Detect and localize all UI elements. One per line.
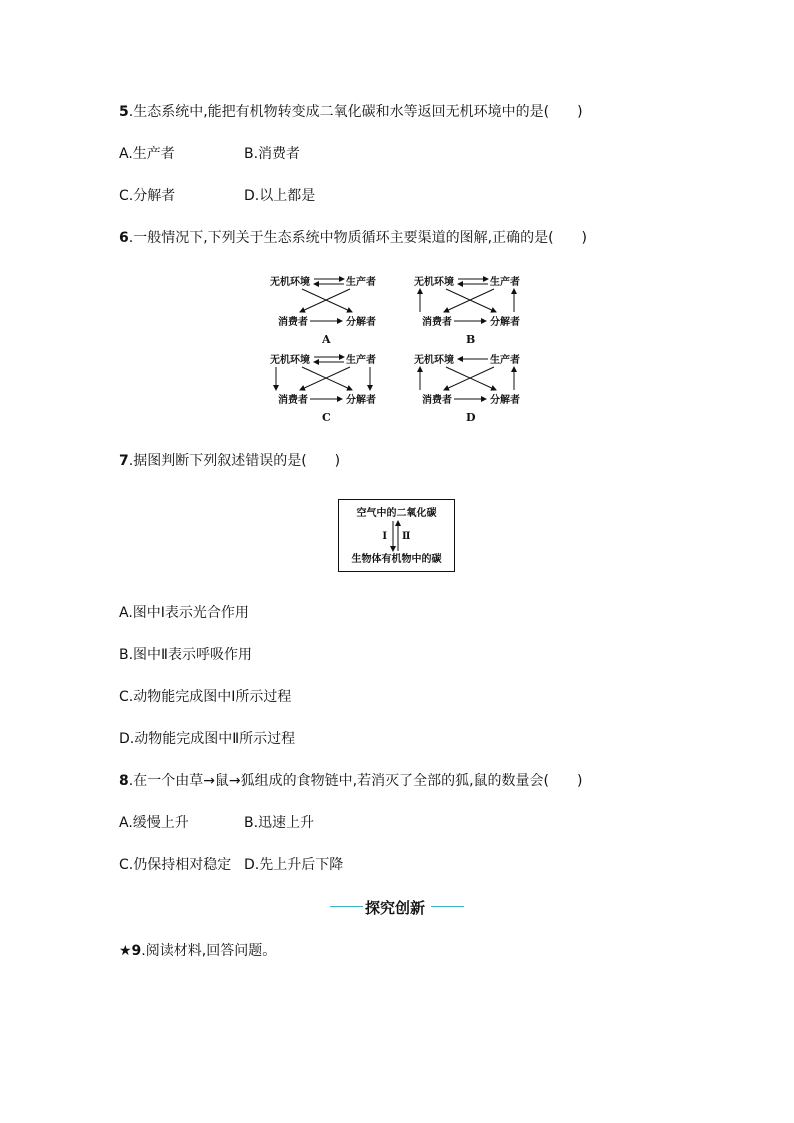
label-organic-carbon: 生物体有机物中的碳 [351,554,442,565]
question-text: .生态系统中,能把有机物转变成二氧化碳和水等返回无机环境中的是( ) [128,104,583,120]
option-b[interactable]: B.消费者 [244,146,301,162]
question-number: ★9 [119,943,142,959]
label-decomposer: 分解者 [490,317,520,328]
option-c[interactable]: C.分解者 [119,188,176,204]
label-inorganic: 无机环境 [270,277,310,288]
label-ii: Ⅱ [402,531,411,542]
arrow [446,367,496,390]
label-i: Ⅰ [382,531,387,542]
question-9 [119,942,276,960]
carbon-exchange-content [338,499,455,572]
carbon-cycle-diagrams [260,270,540,430]
label-producer: 生产者 [490,355,520,366]
label-b: B [466,333,476,346]
question-7 [119,452,340,470]
option-d[interactable]: D.动物能完成图中Ⅱ所示过程 [119,731,296,747]
diagram-a [270,275,376,346]
arrow [446,289,496,312]
label-c: C [322,411,331,424]
option-a[interactable]: A.图中Ⅰ表示光合作用 [119,605,249,621]
section-divider-right [431,906,464,907]
diagram-d [414,353,520,424]
arrow [302,367,352,390]
diagram-b [414,275,520,346]
label-air-co2: 空气中的二氧化碳 [356,508,437,519]
question-number: 8 [119,773,129,789]
section-title: 探究创新 [365,899,426,917]
question-number: 7 [119,453,129,469]
question-text: .阅读材料,回答问题。 [141,943,277,959]
section-divider-left [330,906,363,907]
arrow [444,289,494,312]
arrow [302,289,352,312]
label-inorganic: 无机环境 [414,277,454,288]
question-text: .据图判断下列叙述错误的是( ) [128,453,341,469]
label-inorganic: 无机环境 [270,355,310,366]
label-consumer: 消费者 [422,317,452,328]
label-decomposer: 分解者 [346,317,376,328]
label-producer: 生产者 [490,277,520,288]
option-c[interactable]: C.仍保持相对稳定 [119,857,232,873]
label-inorganic: 无机环境 [414,355,454,366]
question-6 [119,229,587,247]
question-number: 5 [119,104,129,120]
arrow [300,289,350,312]
arrow [300,367,350,390]
label-consumer: 消费者 [422,395,452,406]
option-a[interactable]: A.生产者 [119,146,175,162]
option-d[interactable]: D.以上都是 [244,188,316,204]
option-a[interactable]: A.缓慢上升 [119,815,189,831]
label-consumer: 消费者 [278,317,308,328]
label-decomposer: 分解者 [490,395,520,406]
option-d[interactable]: D.先上升后下降 [244,857,344,873]
question-8 [119,772,582,790]
label-decomposer: 分解者 [346,395,376,406]
arrow [444,367,494,390]
question-number: 6 [119,230,129,246]
question-text: .在一个由草→鼠→狐组成的食物链中,若消灭了全部的狐,鼠的数量会( ) [128,773,583,789]
diagram-c [270,353,376,424]
label-a: A [322,333,331,346]
label-d: D [466,411,476,424]
option-b[interactable]: B.迅速上升 [244,815,315,831]
question-text: .一般情况下,下列关于生态系统中物质循环主要渠道的图解,正确的是( ) [128,230,588,246]
option-b[interactable]: B.图中Ⅱ表示呼吸作用 [119,647,252,663]
label-producer: 生产者 [346,277,376,288]
label-consumer: 消费者 [278,395,308,406]
option-c[interactable]: C.动物能完成图中Ⅰ所示过程 [119,689,292,705]
question-5 [119,103,583,121]
label-producer: 生产者 [346,355,376,366]
